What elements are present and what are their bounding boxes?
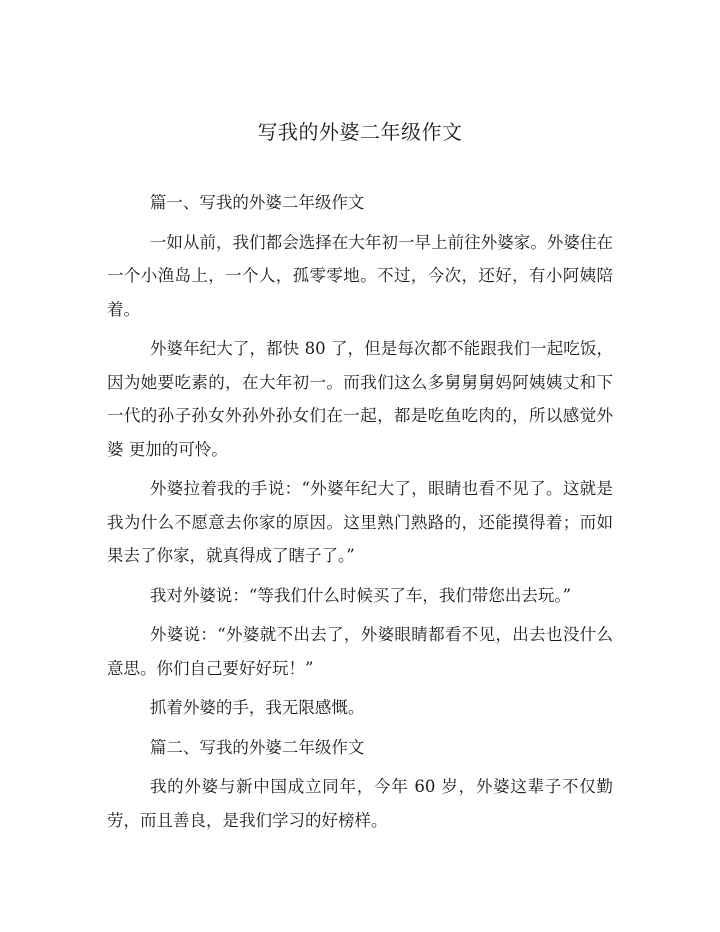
paragraph: 外婆年纪大了，都快 80 了，但是每次都不能跟我们一起吃饭，因为她要吃素的，在大年初一。而我们这么多舅舅舅妈阿姨姨丈和下一代的孙子孙女外孙外孙女们在一起，都是吃鱼吃肉的，所以感觉外婆 更加的可怜。	[107, 339, 613, 459]
section-heading-1: 篇一、写我的外婆二年级作文	[149, 193, 365, 212]
paragraph: 外婆说：“外婆就不出去了，外婆眼睛都看不见，出去也没什么意思。你们自己要好好玩！”	[107, 625, 613, 678]
paragraph: 抓着外婆的手，我无限感慨。	[149, 698, 365, 717]
document-body	[107, 186, 613, 837]
paragraph: 我的外婆与新中国成立同年，今年 60 岁，外婆这辈子不仅勤劳，而且善良，是我们学习的好榜样。	[107, 777, 613, 830]
paragraph: 一如从前，我们都会选择在大年初一早上前往外婆家。外婆住在一个小渔岛上，一个人，孤零零地。不过，今次，还好，有小阿姨陪着。	[107, 232, 613, 319]
paragraph: 我对外婆说：“等我们什么时候买了车，我们带您出去玩。”	[149, 585, 572, 605]
paragraph: 外婆拉着我的手说：“外婆年纪大了，眼睛也看不见了。这就是我为什么不愿意去你家的原因。这里熟门熟路的，还能摸得着；而如果去了你家，就真得成了瞎子了。”	[107, 479, 613, 565]
section-heading-2: 篇二、写我的外婆二年级作文	[149, 737, 365, 757]
document-title: 写我的外婆二年级作文	[257, 120, 463, 144]
